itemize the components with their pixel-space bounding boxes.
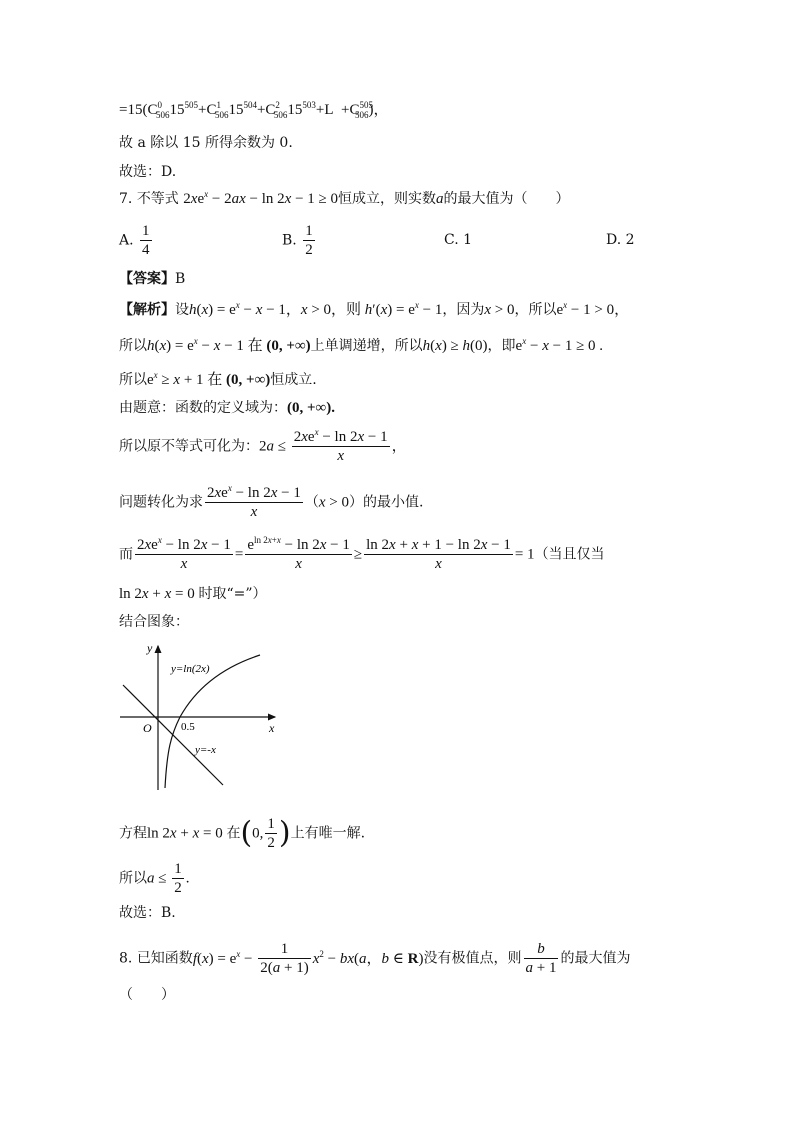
curve2-label: y=-x: [195, 744, 216, 756]
q7-stem: 7. 不等式 $2xe^x - 2ax - \ln 2x - 1 \ge 0$恒成立，则实数a的最大值为（ ）: [119, 189, 570, 207]
analysis-line-6: 问题转化为求 $\frac{2xe^x - \ln 2x - 1}{x}$ （x > 0）的最小值.: [119, 483, 424, 520]
x-axis-label: x: [269, 721, 275, 735]
analysis-line-11: 所以a ≤ $\frac{1}{2}$ .: [119, 861, 190, 896]
function-graph: [115, 640, 290, 800]
q7-option-a: A. $\frac{1}{4}$: [119, 223, 150, 258]
tick-label: 0.5: [181, 721, 195, 733]
q8-stem: 8. 已知函数$f(x) = e^x$ − $\frac{1}{2(a + 1)}$ $x^2 - bx(a$，b ∈ R)没有极值点，则 $\frac{b}{a + 1}$ 的最大值为: [119, 941, 631, 976]
analysis-line-5: 所以原不等式可化为：2a ≤ $\frac{2xe^x - \ln 2x - 1}{x}$ ，: [119, 427, 407, 464]
analysis-line-4: 由题意：函数的定义域为：(0, +∞).: [119, 400, 335, 416]
eq-prefix: =15(: [119, 102, 148, 118]
analysis-line-9: 结合图象：: [119, 614, 189, 630]
q6-conclusion: 故 a 除以 15 所得余数为 0.: [119, 135, 293, 151]
analysis-line-8: ln 2x + x = 0 时取“=”）: [119, 586, 267, 602]
q6-select: 故选：D.: [119, 164, 177, 180]
analysis-line-1: 【解析】设$h(x) = e^x - x - 1$，x > 0，则 $h'(x) = e^x - 1$，因为x > 0，所以$e^x - 1 > 0$，: [119, 300, 630, 318]
q7-select: 故选：B.: [119, 905, 176, 921]
y-axis-label: y: [147, 641, 153, 655]
analysis-line-3: 所以$e^x \ge x + 1$ 在 (0, +∞)恒成立.: [119, 370, 317, 388]
q7-option-d: D. 2: [606, 232, 635, 248]
analysis-line-2: 所以$h(x) = e^x - x - 1$ 在 (0, +∞)上单调递增，所以h(x) ≥ h(0)，即$e^x - x - 1 \ge 0$ .: [119, 336, 604, 354]
eq-suffix: )，: [368, 102, 389, 118]
q7-option-b: B. $\frac{1}{2}$: [282, 223, 313, 258]
binomial-expansion-line: $=15(C^0_{506}15^{505}+C^1_{506}15^{504}+C^2_{506}15^{503}+L +C^{505}_{506})$，: [119, 100, 389, 120]
curve1-label: y=ln(2x): [171, 663, 210, 675]
q7-option-c: C. 1: [444, 232, 473, 248]
q7-answer: 【答案】B: [119, 271, 186, 287]
line-neg-x: [123, 685, 223, 785]
origin-label: O: [143, 721, 152, 735]
q8-paren: （ ）: [119, 987, 175, 1003]
analysis-line-10: 方程ln 2x + x = 0 在(0, $\frac{1}{2}$ )上有唯一解.: [119, 815, 366, 851]
analysis-line-7: 而 $\frac{2xe^x - \ln 2x - 1}{x}$ = $\frac{e^{ln 2x+x} - \ln 2x - 1}{x}$ ≥ $\frac{\ln 2x + x + 1 - \ln 2x - 1}{x}$ = 1（当且仅当: [119, 535, 605, 572]
